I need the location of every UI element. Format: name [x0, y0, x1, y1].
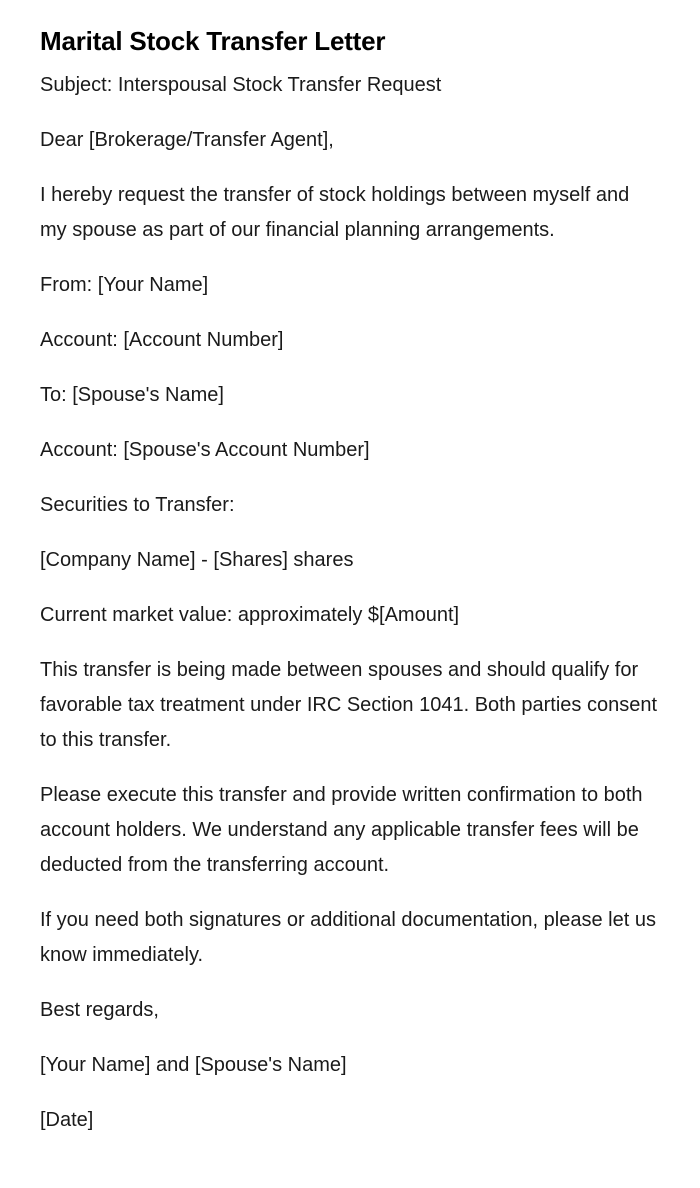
securities-item: [Company Name] - [Shares] shares	[40, 549, 354, 571]
securities-heading: Securities to Transfer:	[40, 494, 235, 516]
from-line: From: [Your Name]	[40, 274, 209, 296]
signature-names: [Your Name] and [Spouse's Name]	[40, 1054, 347, 1076]
execution-paragraph: Please execute this transfer and provide written confirmation to both account holders. We understand any applicable transfer fees will be deducted from the transferring account.	[40, 784, 643, 876]
closing: Best regards,	[40, 999, 159, 1021]
to-account-line: Account: [Spouse's Account Number]	[40, 439, 370, 461]
document-title: Marital Stock Transfer Letter	[40, 26, 386, 56]
intro-paragraph: I hereby request the transfer of stock holdings between myself and my spouse as part of our financial planning arrangements.	[40, 184, 630, 241]
documentation-paragraph: If you need both signatures or additional documentation, please let us know immediately.	[40, 909, 656, 966]
market-value-line: Current market value: approximately $[Amount]	[40, 604, 460, 626]
date-line: [Date]	[40, 1109, 94, 1131]
to-line: To: [Spouse's Name]	[40, 384, 224, 406]
salutation: Dear [Brokerage/Transfer Agent],	[40, 129, 334, 151]
subject-line: Subject: Interspousal Stock Transfer Request	[40, 74, 442, 96]
tax-treatment-paragraph: This transfer is being made between spouses and should qualify for favorable tax treatment under IRC Section 1041. Both parties consent to this transfer.	[40, 659, 658, 751]
from-account-line: Account: [Account Number]	[40, 329, 284, 351]
